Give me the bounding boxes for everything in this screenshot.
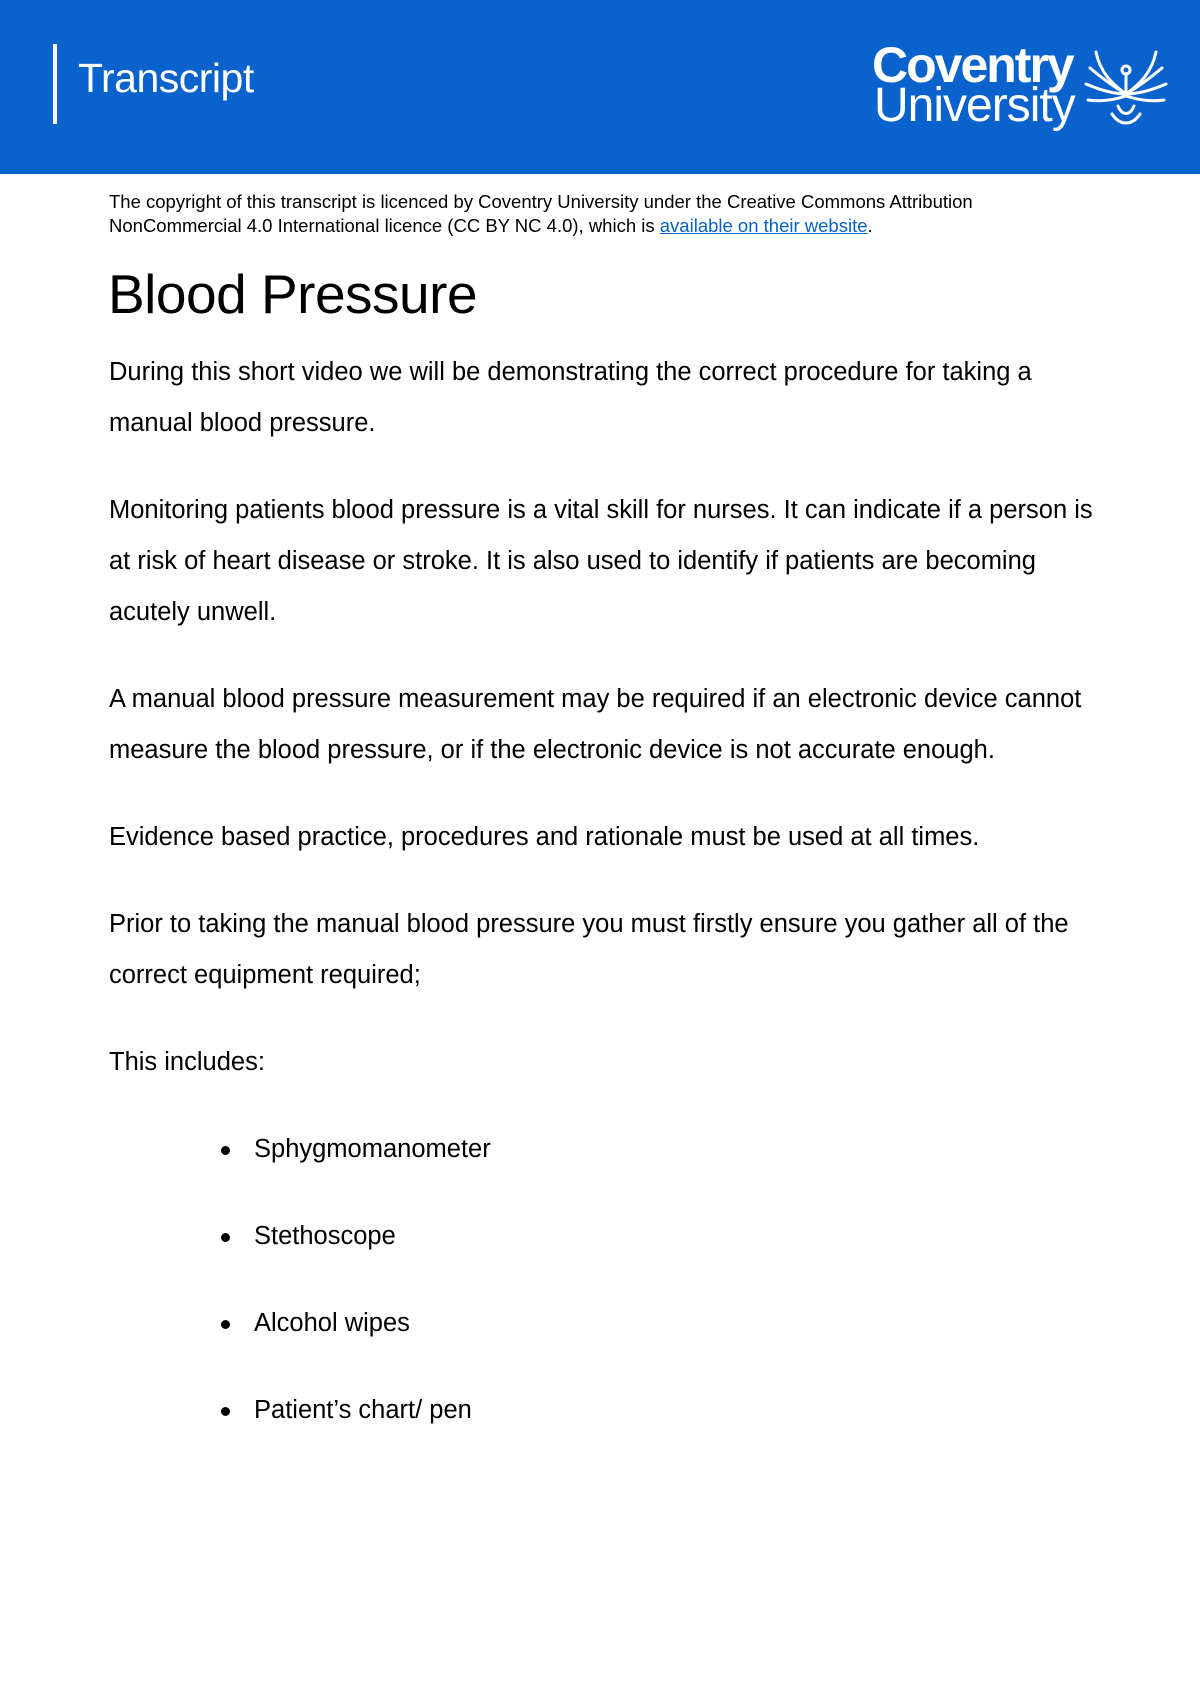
header-divider [53,44,57,124]
bullet-icon [221,1320,230,1329]
bullet-icon [221,1146,230,1155]
list-item-label: Alcohol wipes [254,1309,410,1337]
page-title: Blood Pressure [108,263,478,325]
transcript-body [109,347,1109,1472]
phoenix-icon [1082,44,1170,130]
logo-word-university: University [874,79,1075,132]
list-item-label: Stethoscope [254,1222,396,1250]
bullet-icon [221,1407,230,1416]
bullet-icon [221,1233,230,1242]
paragraph-evidence: Evidence based practice, procedures and rationale must be used at all times. [109,823,980,851]
paragraph-includes: This includes: [109,1048,265,1076]
paragraph-manual-measurement: A manual blood pressure measurement may be required if an electronic device cannot measure the blood pressure, or if the electronic device is not accurate enough. [109,685,1082,764]
equipment-list [109,1124,1109,1436]
list-item-label: Sphygmomanometer [254,1135,491,1163]
copyright-text-end: . [867,215,873,236]
list-item [109,1211,1109,1262]
copyright-text: The copyright of this transcript is licenced by Coventry University under the Creative Commons Attribution NonCommercial 4.0 International licence (CC BY NC 4.0), which is [109,191,973,236]
paragraph-intro: During this short video we will be demonstrating the correct procedure for taking a manual blood pressure. [109,358,1032,437]
logo-word-coventry: Coventry [872,37,1073,93]
coventry-university-logo [872,37,1172,136]
list-item [109,1385,1109,1436]
licence-website-link[interactable]: available on their website [659,215,868,236]
list-item-label: Patient’s chart/ pen [254,1396,472,1424]
paragraph-monitoring: Monitoring patients blood pressure is a vital skill for nurses. It can indicate if a person is at risk of heart disease or stroke. It is also used to identify if patients are becoming acutely unwell. [109,496,1093,626]
list-item [109,1124,1109,1175]
list-item [109,1298,1109,1349]
copyright-notice [109,190,1109,238]
header-banner [0,0,1200,174]
paragraph-equipment-intro: Prior to taking the manual blood pressure you must firstly ensure you gather all of the correct equipment required; [109,910,1069,989]
header-title: Transcript [78,55,254,101]
